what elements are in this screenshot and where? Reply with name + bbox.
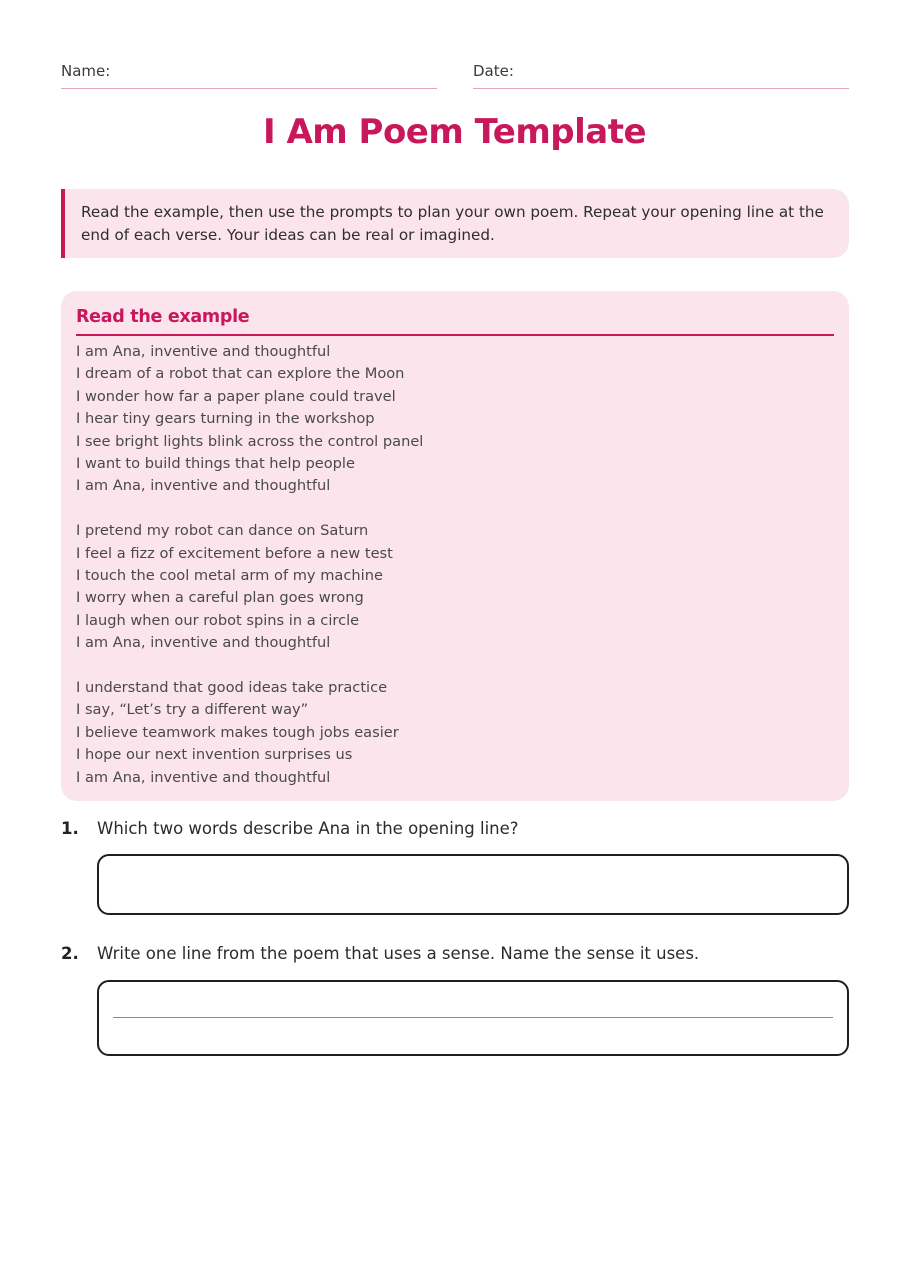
page-title: I Am Poem Template xyxy=(262,112,647,152)
name-field[interactable] xyxy=(61,62,437,89)
poem-line: I understand that good ideas take practice xyxy=(76,679,388,697)
date-field[interactable] xyxy=(473,62,849,89)
poem-line: I hear tiny gears turning in the workshop xyxy=(76,410,375,428)
poem-stanza-2 xyxy=(76,520,834,654)
date-label: Date: xyxy=(473,62,514,80)
name-label: Name: xyxy=(61,62,111,80)
question-text: Write one line from the poem that uses a sense. Name the sense it uses. xyxy=(97,944,700,963)
poem-stanza-1 xyxy=(76,341,834,498)
poem-line: I am Ana, inventive and thoughtful xyxy=(76,634,331,652)
poem-line: I dream of a robot that can explore the Moon xyxy=(76,365,405,383)
poem-line: I touch the cool metal arm of my machine xyxy=(76,567,383,585)
poem-line: I feel a fizz of excitement before a new test xyxy=(76,544,393,562)
poem-line: I say, “Let’s try a different way” xyxy=(76,701,309,719)
poem-line: I see bright lights blink across the control panel xyxy=(76,432,424,450)
instructions-callout xyxy=(61,189,849,258)
poem-stanza-3 xyxy=(76,677,834,789)
poem-line: I believe teamwork makes tough jobs easier xyxy=(76,723,399,741)
question-text: Which two words describe Ana in the opening line? xyxy=(97,819,519,838)
poem-line: I wonder how far a paper plane could travel xyxy=(76,387,396,405)
question-number: 2. xyxy=(61,944,79,963)
poem-line: I want to build things that help people xyxy=(76,455,355,473)
poem-line: I laugh when our robot spins in a circle xyxy=(76,611,360,629)
answer-box-2[interactable] xyxy=(97,980,849,1056)
instructions-text: Read the example, then use the prompts to plan your own poem. Repeat your opening line at the end of each verse. Your ideas can be real or imagined. xyxy=(81,203,824,244)
example-poem-box xyxy=(61,291,849,801)
poem-line: I worry when a careful plan goes wrong xyxy=(76,589,364,607)
poem-line: I pretend my robot can dance on Saturn xyxy=(76,522,369,540)
answer-writing-line xyxy=(113,1017,833,1018)
example-heading: Read the example xyxy=(76,305,834,336)
question-number: 1. xyxy=(61,819,79,838)
poem-line: I am Ana, inventive and thoughtful xyxy=(76,477,331,495)
poem-line: I hope our next invention surprises us xyxy=(76,746,353,764)
poem-line: I am Ana, inventive and thoughtful xyxy=(76,343,331,360)
poem-line: I am Ana, inventive and thoughtful xyxy=(76,768,331,786)
answer-box-1[interactable] xyxy=(97,854,849,915)
